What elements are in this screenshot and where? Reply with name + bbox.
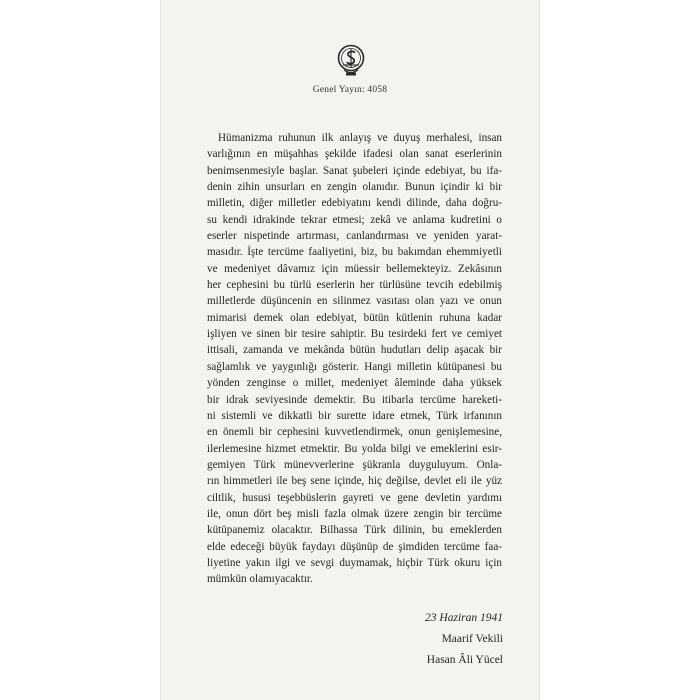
text-line: masıdır. İşte tercüme faaliyetini, biz, bu bakımdan ehemmiyetli: [207, 246, 502, 259]
text-line: liyetine yakın ilgi ve sevgi duymamak, hiçbir Türk okuru için: [207, 556, 502, 569]
text-line: su kendi idrakinde tekrar etmesi; zekâ ve anlama kudretini o: [207, 213, 502, 226]
preface-text: [207, 130, 502, 588]
text-line: ni sistemli ve dikkatli bir surette idare etmek, Türk irfanının: [207, 409, 502, 422]
text-line: elde edeceği büyük faydayı düşünüp de şimdiden tercüme faa-: [207, 540, 502, 553]
text-line: denin zihin unsurları en zengin olanıdır. Bunun içindir ki bir: [207, 181, 502, 194]
text-line: ciltlik, hususi teşebbüslerin gayreti ve gene devletin yardımı: [207, 491, 502, 504]
text-line: varlığının en müşahhas şekilde ifadesi olan sanat eserlerinin: [207, 148, 502, 161]
text-line: eserler nispetinde artırması, canlandırması ve yeniden yarat-: [207, 230, 502, 243]
book-page: [160, 0, 540, 700]
signature-date: 23 Haziran 1941: [425, 612, 503, 624]
text-line: milletlerde düşüncenin en silinmez vasıtası olan yazı ve onun: [207, 295, 502, 308]
text-line: yönden zenginse o millet, medeniyet âleminde daha yüksek: [207, 377, 502, 390]
text-line: ve medeniyet dâvamız için müessir bellemekteyiz. Zekâsının: [207, 262, 502, 275]
text-line: ile, onun dört beş misli fazla olmak üzere zengin bir tercüme: [207, 507, 502, 520]
text-line: mimarisi demek olan edebiyat, bütün kütlenin ruhuna kadar: [207, 311, 502, 324]
text-line: ilerlemesine hizmet etmektir. Bu yolda bilgi ve emeklerini esir-: [207, 442, 502, 455]
text-line: en önemli bir cephesini kuvvetlendirmek, onun genişlemesine,: [207, 426, 502, 439]
signature-title: Maarif Vekili: [441, 633, 503, 645]
text-line: kütüpanemiz olacaktır. Bilhassa Türk dilinin, bu emeklerden: [207, 524, 502, 537]
text-line: ittisali, zamanda ve mekânda bütün hudutları delip aşacak bir: [207, 344, 502, 357]
text-line: işliyen ve sinen bir tesire sahiptir. Bu tesirdeki fert ve cemiyet: [207, 328, 502, 341]
text-line: bir idrak seviyesinde demektir. Bu itibarla tercüme hareketi-: [207, 393, 502, 406]
text-line: sağlamlık ve yaygınlığı gösterir. Hangi milletin kütüpanesi bu: [207, 360, 502, 373]
text-line: her cephesini bu türlü eserlerin her türlüsüne tevcih edebilmiş: [207, 279, 502, 292]
text-line: benimsenmesiyle başlar. Sanat şubeleri içinde edebiyat, bu ifa-: [207, 164, 502, 177]
text-line: gemiyen Türk münevverlerine şükranla duyguluyum. Onla-: [207, 458, 502, 471]
signature-name: Hasan Âli Yücel: [426, 654, 503, 666]
signature-block: [425, 608, 503, 671]
text-line: mümkün olamıyacaktır.: [207, 573, 313, 586]
seal-logo-icon: [337, 44, 365, 78]
text-line: rın himmetleri ile beş sene içinde, hiç değilse, devlet eli ile yüz: [207, 475, 502, 488]
series-number: Genel Yayın: 4058: [312, 85, 388, 95]
text-line: milletin, diğer milletler edebiyatını kendi dilinde, daha doğru-: [207, 197, 502, 210]
text-line: Hümanizma ruhunun ilk anlayış ve duyuş merhalesi, insan: [218, 132, 502, 144]
